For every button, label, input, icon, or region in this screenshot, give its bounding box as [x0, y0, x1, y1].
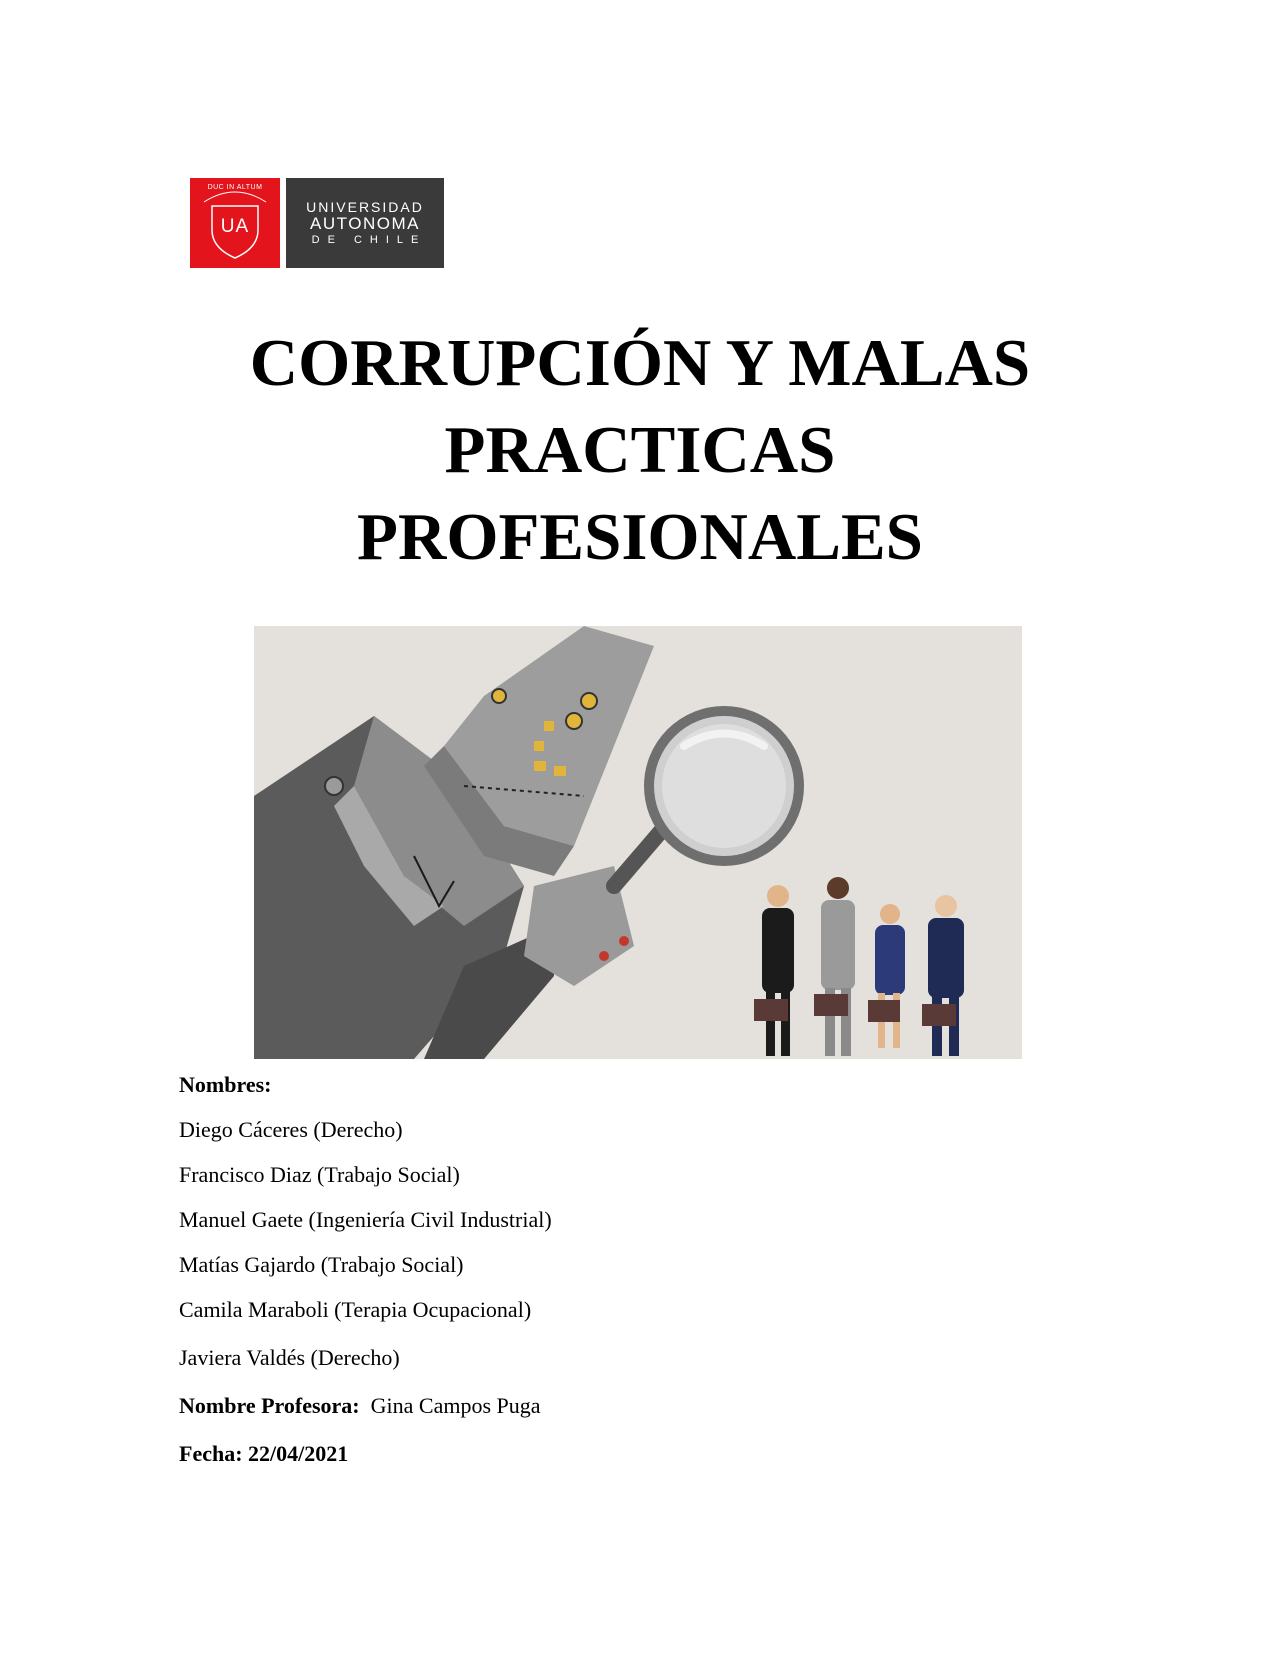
logo-line-3: DE CHILE	[311, 234, 427, 246]
author-name: Camila Maraboli (Terapia Ocupacional)	[179, 1297, 532, 1322]
logo-line-1: UNIVERSIDAD	[306, 199, 424, 215]
date-value: 22/04/2021	[248, 1441, 349, 1466]
professor-name: Gina Campos Puga	[370, 1393, 541, 1418]
author-name: Manuel Gaete (Ingeniería Civil Industrial)	[179, 1207, 552, 1232]
date-line	[179, 1441, 348, 1467]
names-label: Nombres:	[179, 1072, 272, 1097]
logo-monogram: UA	[220, 216, 250, 237]
robot-magnifier-illustration	[254, 626, 1022, 1059]
author-name: Matías Gajardo (Trabajo Social)	[179, 1252, 464, 1277]
document-title	[140, 320, 1140, 581]
university-logo	[190, 178, 444, 268]
professor-label: Nombre Profesora:	[179, 1393, 360, 1418]
author-name: Diego Cáceres (Derecho)	[179, 1117, 403, 1142]
cover-illustration	[254, 626, 1022, 1059]
logo-emblem	[190, 178, 280, 268]
title-line-2: PRACTICAS	[444, 413, 836, 487]
professor-line	[179, 1393, 541, 1419]
logo-line-2: AUTONOMA	[310, 214, 420, 233]
logo-motto: DUC IN ALTUM	[207, 184, 263, 191]
title-line-1: CORRUPCIÓN Y MALAS	[249, 326, 1031, 400]
date-label: Fecha:	[179, 1441, 243, 1466]
author-name: Francisco Diaz (Trabajo Social)	[179, 1162, 460, 1187]
author-name: Javiera Valdés (Derecho)	[179, 1345, 400, 1370]
logo-wordmark	[286, 178, 444, 268]
title-line-3: PROFESIONALES	[357, 500, 923, 574]
